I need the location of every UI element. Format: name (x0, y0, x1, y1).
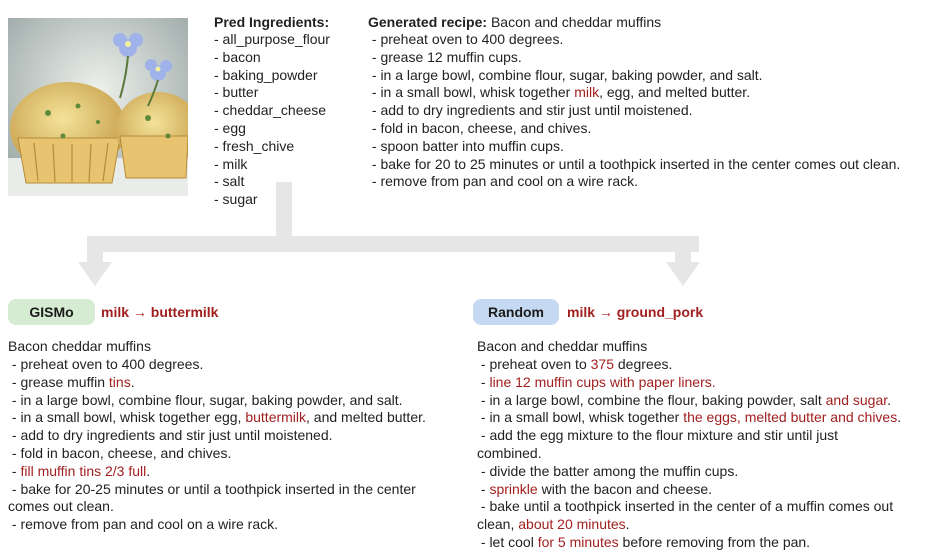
generated-step-line (368, 31, 563, 48)
step-text: - in a large bowl, combine flour, sugar, baking powder, and salt. (368, 66, 763, 83)
step-text: - let cool (477, 534, 538, 550)
step-text: - add to dry ingredients and stir just until moistened. (368, 102, 693, 119)
step-text: clean, (477, 516, 519, 533)
step-text: - bake for 20 to 25 minutes or until a toothpick inserted in the center comes out clean. (368, 155, 901, 172)
step-text: before removing from the pan. (618, 534, 811, 550)
step-text: - divide the batter among the muffin cups. (477, 462, 739, 479)
random-badge: Random (473, 299, 559, 325)
connector-bar (87, 236, 699, 252)
highlighted-change: buttermilk (245, 409, 307, 426)
gismo-step-line (8, 356, 203, 373)
highlighted-change: for 5 minutes (537, 534, 619, 550)
step-text: - in a large bowl, combine flour, sugar, baking powder, and salt. (8, 391, 403, 408)
step-text: - (8, 462, 21, 479)
step-text: - in a small bowl, whisk together egg, (8, 409, 246, 426)
random-step-line (477, 498, 893, 515)
highlighted-change: about 20 minutes (518, 516, 626, 533)
gismo-step-line (8, 481, 416, 498)
step-text: - add the egg mixture to the flour mixture and stir until just (477, 427, 839, 444)
step-text: comes out clean. (8, 498, 114, 515)
step-text: combined. (477, 445, 542, 461)
gismo-recipe-title: Bacon cheddar muffins (8, 338, 151, 354)
ingredient-item: - salt (214, 173, 245, 190)
ingredient-item: - baking_powder (214, 66, 318, 83)
step-text: - grease 12 muffin cups. (368, 48, 522, 65)
step-text: - preheat oven to 400 degrees. (368, 31, 564, 47)
step-text: - (477, 480, 490, 497)
step-text: - bake for 20-25 minutes or until a toothpick inserted in the center (8, 480, 416, 497)
step-text: degrees. (614, 356, 673, 372)
generated-step-line (368, 84, 750, 101)
highlighted-change: tins (108, 373, 131, 390)
random-step-line (477, 445, 542, 462)
highlighted-change: the eggs, melted butter and chives (683, 409, 898, 426)
right-arrow-head (666, 262, 700, 286)
gismo-step-line (8, 516, 278, 533)
step-text: - grease muffin (8, 373, 109, 390)
step-text: . (625, 516, 630, 533)
gismo-substitution: milk → buttermilk (101, 304, 219, 320)
ingredient-item: - butter (214, 84, 259, 101)
highlighted-change: sprinkle (489, 480, 538, 497)
step-text: - in a small bowl, whisk together (368, 84, 575, 101)
highlighted-change: fill muffin tins 2/3 full (20, 462, 147, 479)
step-text: - remove from pan and cool on a wire rack. (8, 516, 279, 533)
random-step-line (477, 409, 901, 426)
generated-step-line (368, 67, 763, 84)
gismo-step-line (8, 445, 231, 462)
random-step-line (477, 392, 891, 409)
generated-step-line (368, 120, 591, 137)
gismo-step-line (8, 427, 333, 444)
random-step-line (477, 516, 630, 533)
step-text: - in a small bowl, whisk together (477, 409, 684, 426)
highlighted-change: and sugar (825, 391, 888, 408)
muffin-photo (8, 18, 188, 196)
gismo-step-line (8, 463, 150, 480)
ingredient-item: - cheddar_cheese (214, 102, 327, 119)
ingredients-title: Pred Ingredients: (214, 14, 330, 30)
ingredient-item: - milk (214, 155, 248, 172)
ingredient-item: - bacon (214, 48, 261, 65)
ingredient-item: - fresh_chive (214, 137, 295, 154)
generated-recipe-heading (368, 14, 661, 31)
generated-step-line (368, 156, 900, 173)
ingredient-item: - egg (214, 120, 246, 136)
step-text: - spoon batter into muffin cups. (368, 137, 564, 154)
step-text: . (146, 462, 151, 479)
generated-recipe-title: Bacon and cheddar muffins (490, 14, 662, 30)
ingredient-item: - sugar (214, 191, 258, 208)
random-step-line (477, 481, 712, 498)
gismo-badge: GISMo (8, 299, 95, 325)
step-text: - preheat oven to (477, 356, 591, 372)
gismo-step-line (8, 392, 403, 409)
step-text: . (887, 391, 892, 408)
step-text: - (477, 373, 490, 390)
random-step-line (477, 463, 738, 480)
step-text: , egg, and melted butter. (599, 84, 751, 101)
step-text: - preheat oven to 400 degrees. (8, 356, 204, 372)
step-text: - fold in bacon, cheese, and chives. (8, 445, 232, 461)
ingredient-item: - all_purpose_flour (214, 31, 330, 47)
gismo-step-line (8, 409, 426, 426)
step-text: - in a large bowl, combine the flour, baking powder, salt (477, 391, 826, 408)
highlighted-change: line 12 muffin cups with paper liners. (489, 373, 716, 390)
highlighted-change: milk (574, 84, 600, 101)
generated-step-line (368, 173, 638, 190)
left-arrow-head (78, 262, 112, 286)
step-text: - add to dry ingredients and stir just until moistened. (8, 427, 333, 444)
step-text: - fold in bacon, cheese, and chives. (368, 120, 592, 136)
generated-step-line (368, 102, 693, 119)
connector-stem (276, 182, 292, 240)
right-arrow-stem (675, 236, 691, 264)
step-text: - bake until a toothpick inserted in the center of a muffin comes out (477, 498, 894, 515)
generated-step-line (368, 138, 564, 155)
left-arrow-stem (87, 236, 103, 264)
gismo-step-line (8, 374, 135, 391)
random-step-line (477, 374, 716, 391)
step-text: with the bacon and cheese. (537, 480, 713, 497)
step-text: , and melted butter. (306, 409, 426, 426)
step-text: - remove from pan and cool on a wire rack. (368, 173, 639, 190)
step-text: . (130, 373, 135, 390)
step-text: . (897, 409, 902, 426)
random-recipe-title: Bacon and cheddar muffins (477, 338, 648, 354)
gismo-step-line (8, 498, 114, 515)
random-step-line (477, 534, 810, 551)
random-step-line (477, 356, 672, 373)
highlighted-change: 375 (590, 356, 614, 372)
generated-step-line (368, 49, 522, 66)
random-step-line (477, 427, 838, 444)
random-substitution: milk → ground_pork (567, 304, 704, 320)
generated-recipe-label: Generated recipe: (368, 14, 488, 30)
